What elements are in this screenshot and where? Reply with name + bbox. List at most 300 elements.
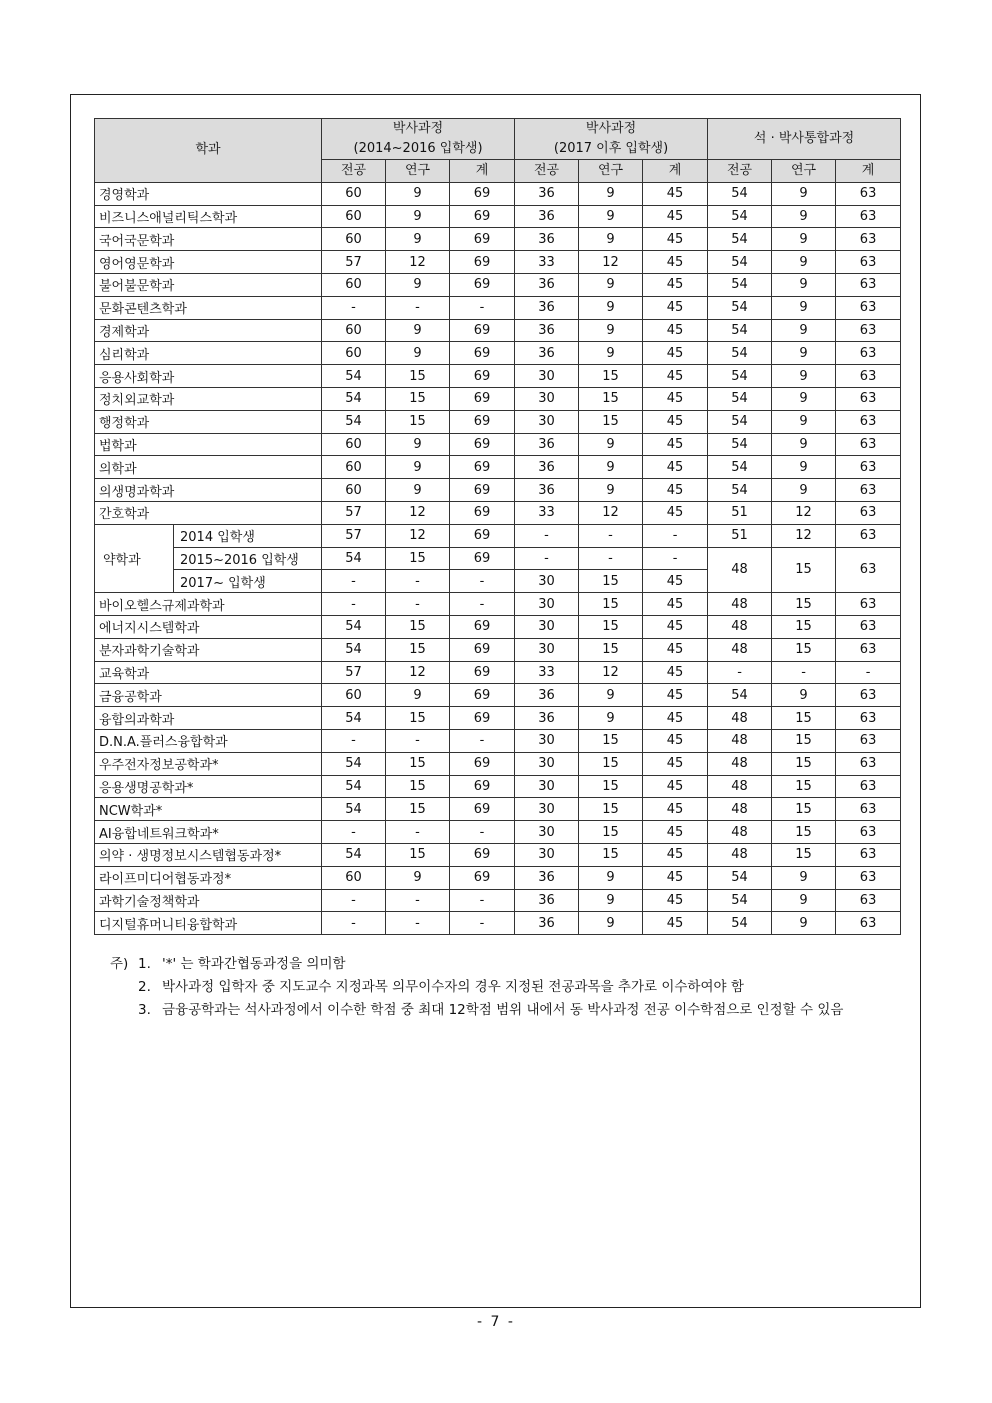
value-cell: 12: [579, 251, 643, 274]
value-cell: 33: [515, 501, 579, 524]
subheader-total: 계: [836, 160, 901, 183]
table-row: [95, 387, 901, 410]
value-cell: 63: [836, 182, 901, 205]
value-cell: 9: [579, 456, 643, 479]
value-cell: 48: [708, 775, 772, 798]
value-cell: 54: [708, 387, 772, 410]
value-cell: 60: [322, 866, 386, 889]
value-cell: 15: [386, 387, 450, 410]
value-cell: 63: [836, 866, 901, 889]
value-cell: 15: [579, 593, 643, 616]
value-cell: 9: [772, 889, 836, 912]
table-row: [95, 342, 901, 365]
value-cell: 12: [579, 501, 643, 524]
value-cell: 63: [836, 251, 901, 274]
value-cell: 15: [386, 547, 450, 570]
value-cell: 15: [579, 365, 643, 388]
value-cell: -: [386, 912, 450, 935]
dept-name-cell: 정치외교학과: [95, 387, 322, 410]
table-row: [95, 889, 901, 912]
value-cell: 69: [450, 433, 515, 456]
value-cell: 15: [386, 843, 450, 866]
value-cell: 54: [708, 182, 772, 205]
dept-name-cell: 심리학과: [95, 342, 322, 365]
value-cell: -: [386, 729, 450, 752]
subheader-research: 연구: [772, 160, 836, 183]
dept-name-cell: 에너지시스템학과: [95, 615, 322, 638]
value-cell: 69: [450, 342, 515, 365]
footnote-text: '*' 는 학과간협동과정을 의미함: [162, 956, 346, 972]
value-cell: 60: [322, 684, 386, 707]
dept-header: 학과: [95, 119, 322, 183]
value-cell: 69: [450, 615, 515, 638]
subheader-major: 전공: [515, 160, 579, 183]
table-row: [95, 615, 901, 638]
value-cell: 15: [386, 707, 450, 730]
value-cell: 45: [643, 615, 708, 638]
value-cell: 69: [450, 387, 515, 410]
value-cell: 9: [579, 342, 643, 365]
value-cell: 36: [515, 319, 579, 342]
sub-label-cell: 2015~2016 입학생: [174, 547, 322, 570]
value-cell: 45: [643, 638, 708, 661]
value-cell: 69: [450, 707, 515, 730]
value-cell: 45: [643, 843, 708, 866]
value-cell: 69: [450, 798, 515, 821]
subheader-research: 연구: [386, 160, 450, 183]
table-row: [95, 661, 901, 684]
value-cell: 69: [450, 661, 515, 684]
value-cell: 15: [772, 707, 836, 730]
dept-name-cell: NCW학과*: [95, 798, 322, 821]
table-row: [95, 798, 901, 821]
value-cell: -: [708, 661, 772, 684]
value-cell: 45: [643, 752, 708, 775]
value-cell: -: [515, 524, 579, 547]
merged-value-cell: 63: [836, 547, 901, 593]
value-cell: 45: [643, 182, 708, 205]
value-cell: -: [322, 729, 386, 752]
value-cell: 48: [708, 798, 772, 821]
value-cell: 63: [836, 615, 901, 638]
value-cell: 63: [836, 912, 901, 935]
value-cell: 9: [772, 205, 836, 228]
dept-name-cell: 간호학과: [95, 501, 322, 524]
footnote-number: 3.: [138, 1002, 151, 1018]
value-cell: 45: [643, 866, 708, 889]
value-cell: 57: [322, 251, 386, 274]
footnote-lead: 주): [110, 956, 129, 972]
value-cell: -: [322, 912, 386, 935]
value-cell: 69: [450, 205, 515, 228]
value-cell: 36: [515, 912, 579, 935]
value-cell: 63: [836, 365, 901, 388]
subheader-research: 연구: [579, 160, 643, 183]
subheader-major: 전공: [708, 160, 772, 183]
value-cell: 15: [579, 570, 643, 593]
value-cell: 15: [772, 843, 836, 866]
value-cell: 12: [772, 524, 836, 547]
dept-name-cell: D.N.A.플러스융합학과: [95, 729, 322, 752]
value-cell: 36: [515, 684, 579, 707]
value-cell: 63: [836, 342, 901, 365]
group-header-phd-2017: 박사과정 (2017 이후 입학생): [515, 119, 708, 160]
dept-name-cell: 우주전자정보공학과*: [95, 752, 322, 775]
value-cell: 54: [708, 866, 772, 889]
table-row: [95, 365, 901, 388]
table-row: [95, 479, 901, 502]
value-cell: -: [643, 524, 708, 547]
value-cell: 12: [772, 501, 836, 524]
value-cell: 9: [579, 684, 643, 707]
table-row: [95, 912, 901, 935]
value-cell: 69: [450, 843, 515, 866]
dept-name-cell: 경영학과: [95, 182, 322, 205]
group-header-integrated: 석 · 박사통합과정: [708, 119, 901, 160]
value-cell: 15: [579, 821, 643, 844]
subheader-total: 계: [643, 160, 708, 183]
table-row: [95, 821, 901, 844]
value-cell: 45: [643, 410, 708, 433]
value-cell: 57: [322, 501, 386, 524]
value-cell: 15: [386, 775, 450, 798]
value-cell: 45: [643, 775, 708, 798]
value-cell: 30: [515, 775, 579, 798]
value-cell: 45: [643, 821, 708, 844]
value-cell: 69: [450, 638, 515, 661]
value-cell: -: [579, 524, 643, 547]
sub-label-cell: 2017~ 입학생: [174, 570, 322, 593]
value-cell: 15: [386, 752, 450, 775]
value-cell: 15: [386, 615, 450, 638]
value-cell: 63: [836, 479, 901, 502]
dept-name-cell: 의약 · 생명정보시스템협동과정*: [95, 843, 322, 866]
value-cell: 12: [386, 524, 450, 547]
value-cell: 60: [322, 456, 386, 479]
value-cell: 60: [322, 205, 386, 228]
dept-name-cell: 국어국문학과: [95, 228, 322, 251]
table-row: [95, 319, 901, 342]
value-cell: 30: [515, 365, 579, 388]
dept-name-cell: 행정학과: [95, 410, 322, 433]
value-cell: 9: [772, 387, 836, 410]
footnote-number: 2.: [138, 979, 151, 995]
value-cell: 54: [708, 889, 772, 912]
value-cell: 9: [579, 889, 643, 912]
value-cell: 9: [772, 456, 836, 479]
table-row: [95, 182, 901, 205]
value-cell: 63: [836, 638, 901, 661]
value-cell: 15: [579, 798, 643, 821]
value-cell: 69: [450, 456, 515, 479]
value-cell: 54: [708, 342, 772, 365]
value-cell: -: [322, 821, 386, 844]
value-cell: 45: [643, 707, 708, 730]
value-cell: 48: [708, 707, 772, 730]
value-cell: 9: [772, 410, 836, 433]
value-cell: 30: [515, 752, 579, 775]
value-cell: 54: [708, 365, 772, 388]
dept-name-cell: 과학기술정책학과: [95, 889, 322, 912]
value-cell: 48: [708, 821, 772, 844]
value-cell: -: [450, 296, 515, 319]
value-cell: 45: [643, 661, 708, 684]
value-cell: 9: [579, 205, 643, 228]
value-cell: 63: [836, 228, 901, 251]
value-cell: 48: [708, 752, 772, 775]
value-cell: 36: [515, 479, 579, 502]
value-cell: 48: [708, 615, 772, 638]
value-cell: -: [515, 547, 579, 570]
value-cell: 9: [579, 707, 643, 730]
value-cell: -: [322, 296, 386, 319]
value-cell: -: [579, 547, 643, 570]
value-cell: 45: [643, 501, 708, 524]
value-cell: 36: [515, 889, 579, 912]
value-cell: -: [386, 821, 450, 844]
value-cell: 15: [386, 798, 450, 821]
table-row: [95, 501, 901, 524]
value-cell: 30: [515, 387, 579, 410]
value-cell: 54: [322, 752, 386, 775]
dept-name-cell: 교육학과: [95, 661, 322, 684]
value-cell: 54: [322, 707, 386, 730]
value-cell: 57: [322, 524, 386, 547]
value-cell: 63: [836, 707, 901, 730]
footnote-text: 금융공학과는 석사과정에서 이수한 학점 중 최대 12학점 범위 내에서 동 박사과정 전공 이수학점으로 인정할 수 있음: [162, 1002, 844, 1018]
footnote-item: [110, 999, 900, 1022]
value-cell: 9: [772, 912, 836, 935]
value-cell: 63: [836, 273, 901, 296]
dept-name-cell: AI융합네트워크학과*: [95, 821, 322, 844]
table-row: [95, 273, 901, 296]
value-cell: 63: [836, 387, 901, 410]
value-cell: 63: [836, 319, 901, 342]
value-cell: 54: [708, 410, 772, 433]
value-cell: 9: [772, 684, 836, 707]
value-cell: 60: [322, 273, 386, 296]
value-cell: 60: [322, 319, 386, 342]
value-cell: 69: [450, 410, 515, 433]
dept-name-cell: 바이오헬스규제과학과: [95, 593, 322, 616]
value-cell: 36: [515, 707, 579, 730]
value-cell: 9: [386, 273, 450, 296]
dept-name-cell: 의생명과학과: [95, 479, 322, 502]
dept-name-cell: 법학과: [95, 433, 322, 456]
value-cell: 45: [643, 319, 708, 342]
value-cell: 51: [708, 524, 772, 547]
value-cell: 69: [450, 501, 515, 524]
page-number: - 7 -: [477, 1314, 515, 1330]
table-row: [95, 593, 901, 616]
value-cell: 15: [772, 798, 836, 821]
value-cell: 63: [836, 775, 901, 798]
value-cell: 63: [836, 684, 901, 707]
dept-name-cell: 영어영문학과: [95, 251, 322, 274]
value-cell: 63: [836, 843, 901, 866]
value-cell: 15: [772, 615, 836, 638]
table-row: [95, 205, 901, 228]
value-cell: 69: [450, 319, 515, 342]
value-cell: 9: [772, 319, 836, 342]
value-cell: 15: [579, 775, 643, 798]
value-cell: 15: [386, 638, 450, 661]
value-cell: 15: [772, 775, 836, 798]
value-cell: 63: [836, 798, 901, 821]
value-cell: 60: [322, 182, 386, 205]
value-cell: 63: [836, 821, 901, 844]
dept-name-cell: 융합의과학과: [95, 707, 322, 730]
value-cell: 30: [515, 798, 579, 821]
footnotes: [110, 953, 900, 1022]
value-cell: 9: [772, 342, 836, 365]
value-cell: 69: [450, 866, 515, 889]
table-row: [95, 228, 901, 251]
value-cell: 45: [643, 684, 708, 707]
value-cell: 12: [386, 661, 450, 684]
value-cell: 30: [515, 615, 579, 638]
value-cell: 36: [515, 342, 579, 365]
value-cell: 15: [772, 752, 836, 775]
value-cell: 54: [322, 365, 386, 388]
value-cell: 33: [515, 661, 579, 684]
value-cell: 15: [772, 638, 836, 661]
footnote-item: [110, 953, 900, 976]
table-row: [95, 707, 901, 730]
subheader-major: 전공: [322, 160, 386, 183]
value-cell: -: [450, 593, 515, 616]
value-cell: 9: [772, 296, 836, 319]
value-cell: 51: [708, 501, 772, 524]
value-cell: 57: [322, 661, 386, 684]
value-cell: 12: [386, 501, 450, 524]
value-cell: 9: [579, 296, 643, 319]
value-cell: 60: [322, 342, 386, 365]
value-cell: 36: [515, 273, 579, 296]
table-row: [95, 456, 901, 479]
value-cell: 30: [515, 570, 579, 593]
value-cell: 54: [322, 638, 386, 661]
value-cell: 9: [386, 684, 450, 707]
value-cell: 48: [708, 593, 772, 616]
value-cell: 45: [643, 251, 708, 274]
dept-name-cell: 응용사회학과: [95, 365, 322, 388]
value-cell: 54: [322, 615, 386, 638]
value-cell: 60: [322, 228, 386, 251]
value-cell: 45: [643, 296, 708, 319]
value-cell: 54: [708, 479, 772, 502]
value-cell: 54: [322, 798, 386, 821]
value-cell: 9: [772, 182, 836, 205]
value-cell: 69: [450, 752, 515, 775]
dept-name-cell: 응용생명공학과*: [95, 775, 322, 798]
value-cell: -: [322, 889, 386, 912]
value-cell: 30: [515, 410, 579, 433]
dept-name-cell: 경제학과: [95, 319, 322, 342]
value-cell: 48: [708, 729, 772, 752]
dept-name-cell: 의학과: [95, 456, 322, 479]
value-cell: 36: [515, 182, 579, 205]
value-cell: 9: [579, 479, 643, 502]
value-cell: 63: [836, 729, 901, 752]
value-cell: -: [386, 889, 450, 912]
value-cell: 15: [772, 593, 836, 616]
value-cell: 15: [579, 843, 643, 866]
value-cell: -: [386, 296, 450, 319]
dept-name-cell: 디지털휴머니티융합학과: [95, 912, 322, 935]
value-cell: -: [450, 912, 515, 935]
value-cell: 63: [836, 752, 901, 775]
value-cell: 63: [836, 205, 901, 228]
value-cell: 54: [322, 547, 386, 570]
value-cell: 12: [386, 251, 450, 274]
value-cell: -: [450, 729, 515, 752]
dept-name-cell: 비즈니스애널리틱스학과: [95, 205, 322, 228]
value-cell: 63: [836, 524, 901, 547]
value-cell: 30: [515, 638, 579, 661]
value-cell: 30: [515, 821, 579, 844]
value-cell: 45: [643, 889, 708, 912]
value-cell: 54: [708, 296, 772, 319]
value-cell: 54: [708, 433, 772, 456]
footnote-number: 1.: [138, 956, 151, 972]
value-cell: 9: [386, 479, 450, 502]
dept-name-cell: 금융공학과: [95, 684, 322, 707]
value-cell: -: [450, 821, 515, 844]
dept-name-cell: 분자과학기술학과: [95, 638, 322, 661]
table-row: [95, 752, 901, 775]
value-cell: 9: [772, 433, 836, 456]
value-cell: 45: [643, 798, 708, 821]
value-cell: 45: [643, 593, 708, 616]
value-cell: 15: [579, 615, 643, 638]
value-cell: 9: [772, 251, 836, 274]
value-cell: -: [450, 570, 515, 593]
value-cell: 9: [579, 273, 643, 296]
value-cell: 36: [515, 866, 579, 889]
value-cell: 30: [515, 593, 579, 616]
value-cell: 54: [708, 205, 772, 228]
value-cell: 69: [450, 547, 515, 570]
value-cell: 69: [450, 182, 515, 205]
dept-name-cell: 라이프미디어협동과정*: [95, 866, 322, 889]
value-cell: 36: [515, 433, 579, 456]
credits-table: [94, 118, 901, 935]
value-cell: -: [772, 661, 836, 684]
value-cell: 15: [579, 410, 643, 433]
value-cell: 63: [836, 501, 901, 524]
value-cell: -: [386, 593, 450, 616]
value-cell: -: [322, 593, 386, 616]
value-cell: 45: [643, 456, 708, 479]
value-cell: 45: [643, 479, 708, 502]
value-cell: -: [386, 570, 450, 593]
value-cell: 54: [708, 228, 772, 251]
value-cell: 45: [643, 570, 708, 593]
value-cell: 33: [515, 251, 579, 274]
value-cell: 9: [386, 319, 450, 342]
merged-value-cell: 15: [772, 547, 836, 593]
sub-label-cell: 2014 입학생: [174, 524, 322, 547]
table-row: [95, 866, 901, 889]
value-cell: 9: [579, 866, 643, 889]
value-cell: 9: [772, 228, 836, 251]
value-cell: 63: [836, 889, 901, 912]
table-row-pharmacy-2014: [95, 524, 901, 547]
value-cell: 9: [579, 319, 643, 342]
value-cell: 69: [450, 273, 515, 296]
value-cell: 36: [515, 296, 579, 319]
